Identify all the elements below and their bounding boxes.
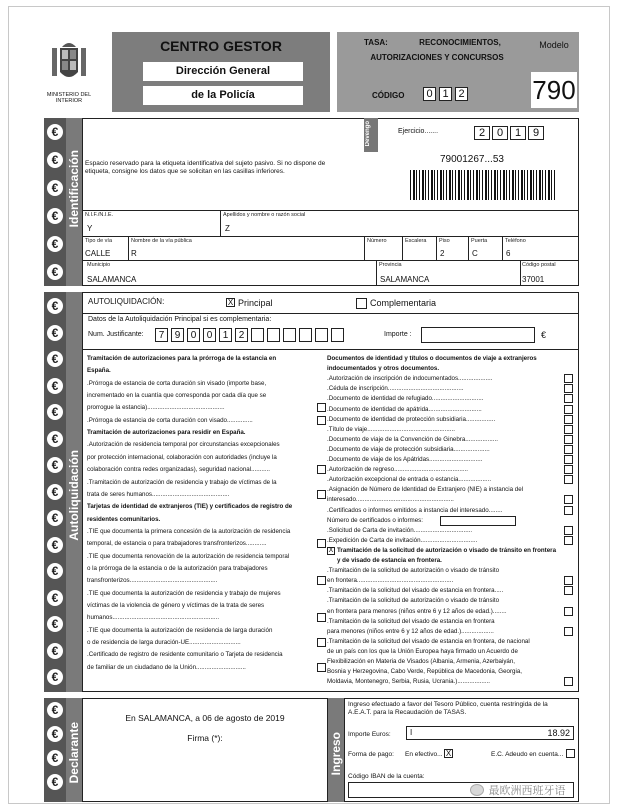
codigo-label: CÓDIGO [372,91,405,100]
efectivo-checkbox[interactable]: X [445,749,452,758]
id-row-2-divider [468,236,469,260]
euro-icon: € [47,563,63,579]
principal-checkbox[interactable]: X [227,298,234,307]
right-item-checkbox[interactable] [564,374,573,383]
id-row-2-divider [128,236,129,260]
ejercicio-digit-2: 0 [492,126,508,140]
ingreso-notice-1: Ingreso efectuado a favor del Tesoro Público, cuenta restringida de la [348,701,548,708]
euro-icon: € [47,325,63,341]
escalera-label: Escalera [405,238,427,244]
apellidos-value[interactable]: Z [225,224,230,233]
euro-icon: € [47,431,63,447]
nif-value[interactable]: Y [87,224,93,233]
left-item-checkbox[interactable] [317,663,326,672]
num-justificante-digit[interactable]: 9 [171,328,184,342]
num-justificante-digit[interactable] [315,328,328,342]
left-item-text: .TIE que documenta la autorización de residencia y trabajo de mujeres [87,589,281,597]
direccion-general-text: Dirección General [175,65,271,77]
num-justificante-digit[interactable]: 2 [235,328,248,342]
barcode [410,170,556,200]
left-item-text: colaboración contra redes organizadas), seguridad nacional........... [87,466,270,474]
right-item-text: .Tramitación de la solicitud de autorización o visado de tránsito [327,567,500,575]
importe-euros-label: Importe Euros: [348,731,391,738]
num-justificante-digit[interactable]: 1 [219,328,232,342]
codigo-digit-3: 2 [455,87,468,101]
right-item-checkbox[interactable] [564,627,573,636]
left-item-checkbox[interactable] [317,539,326,548]
ministry-name: MINISTERIO DEL INTERIOR [46,92,92,104]
left-item-text: trata de seres humanos............................................. [87,490,230,498]
ministry-logo [46,38,92,92]
right-item-text: .Documento de viaje de protección subsidiaria..................... [327,445,490,453]
left-item-text: España. [87,367,111,375]
right-item-text: .Tramitación de la solicitud del visado de estancia en frontera [327,617,495,625]
identificacion-label: Identificación [67,150,81,228]
forma-pago-label: Forma de pago: [348,751,394,758]
num-certificados-input[interactable] [440,516,516,526]
codigo-digit-1: 0 [423,87,436,101]
right-item-text: .Autorización de regreso........................................... [327,466,468,474]
right-item-text: .Documento de identidad de apátrida............................... [327,405,482,413]
right-item-text: en frontera........................................................ [327,577,454,585]
right-item-checkbox[interactable] [564,526,573,535]
right-item-checkbox[interactable] [564,536,573,545]
euro-icon: € [47,616,63,632]
right-item-checkbox[interactable] [564,576,573,585]
right-item-checkbox[interactable] [564,415,573,424]
left-item-text: humanos.............................................................. [87,614,220,622]
right-item-text: en frontera para menores (niños entre 6 y 12 años de edad.)........ [327,607,507,615]
identificacion-notice: Espacio reservado para la etiqueta identificativa del sujeto pasivo. Si no dispone de etiqueta, consigne los datos que se solicitan en las casillas inferiores. [85,160,326,175]
ingreso-label: Ingreso [329,732,343,776]
euro-icon: € [47,702,63,718]
euro-icon: € [47,510,63,526]
left-item-text: Tramitación de autorizaciones para residir en España. [87,429,246,437]
puerta-value[interactable]: C [472,249,478,258]
right-item-text: .Cédula de inscripción............................................ [327,385,464,393]
euro-icon: € [47,152,63,168]
right-item-text: .Tramitación de la solicitud de autorización o visado de tránsito [327,597,500,605]
place-date: En SALAMANCA, a 06 de agosto de 2019 [125,713,285,723]
complementaria-label: Complementaria [370,298,437,308]
ingreso-notice-2: A.E.A.T. para la Recaudación de TASAS. [348,709,467,716]
left-item-text: prorrogue la estancia)............................................. [87,404,225,412]
devengo-label: Devengo [365,121,371,147]
importe-input[interactable] [421,327,535,343]
euro-icon: € [47,484,63,500]
tasa-desc-1: RECONOCIMIENTOS, [419,38,501,47]
left-item-checkbox[interactable] [317,403,326,412]
ejercicio-digit-3: 1 [510,126,526,140]
left-item-text: residentes comunitarios. [87,515,161,523]
importe-label: Importe : [384,331,412,338]
euro-icon: € [47,669,63,685]
right-item-checkbox[interactable] [564,475,573,484]
cp-value[interactable]: 37001 [522,275,545,284]
right-item-text: .Autorización de inscripción de indocumentados.................... [327,375,493,383]
piso-label: Piso [439,238,450,244]
nif-label: N.I.F./N.I.E. [85,212,114,218]
left-item-text: transfronterizos................................................... [87,577,218,585]
datos-principal-label: Datos de la Autoliquidación Principal si es complementaria: [88,316,272,323]
euro-icon: € [47,590,63,606]
right-item-text: Bosnia y Herzegovina, Cabo Verde, República de Macedonia, Georgia, [327,668,523,676]
right-item-checkbox[interactable] [564,465,573,474]
telefono-label: Teléfono [505,238,526,244]
left-item-text: o la prórroga de la estancia o de la autorización para trabajadores [87,564,268,572]
coat-of-arms-icon [46,38,92,92]
euro-icon: € [47,726,63,742]
tipo-via-label: Tipo de vía [85,238,113,244]
datos-principal-divider [82,313,579,314]
firma-label: Firma (*): [187,733,223,743]
id-row-1-divider [220,210,221,236]
num-justificante-digit[interactable] [283,328,296,342]
wechat-icon [470,784,484,796]
left-item-text: .Tramitación de autorización de residencia y trabajo de víctimas de la [87,478,277,486]
complementaria-checkbox[interactable] [356,298,367,309]
nombre-via-label: Nombre de la vía pública [131,238,192,244]
iban-label: Código IBAN de la cuenta: [348,773,425,780]
right-item-text: .Solicitud de Carta de invitación.................................. [327,526,473,534]
tasa-desc-2: AUTORIZACIONES Y CONCURSOS [370,53,504,62]
euro-icon: € [47,404,63,420]
adeudo-label: E.C. Adeudo en cuenta... [491,751,564,758]
codigo-digit-2: 1 [439,87,452,101]
left-item-text: .Prórroga de estancia de corta duración con visado............... [87,416,253,424]
left-item-text: Tarjetas de identidad de extranjeros (TIE) y certificados de registro de [87,503,293,511]
apellidos-label: Apellidos y nombre o razón social [223,212,306,218]
right-item-text: .Documento de viaje de los Apátridas............................... [327,456,483,463]
autoliquidacion-title: AUTOLIQUIDACIÓN: [88,297,165,306]
num-justificante-digit[interactable] [331,328,344,342]
adeudo-checkbox[interactable] [566,749,575,758]
numero-label: Número [367,238,387,244]
euro-icon: € [47,378,63,394]
watermark-text: 最欧洲西班牙语 [488,784,566,797]
right-item-text: Documentos de identidad y títulos o documentos de viaje a extranjeros [327,355,537,362]
right-item-checkbox[interactable] [564,425,573,434]
num-justificante-digit[interactable]: 0 [187,328,200,342]
puerta-label: Puerta [471,238,488,244]
importe-euro-sign: € [541,330,547,340]
autoliquidacion-label: Autoliquidación [67,450,81,541]
euro-icon: € [47,351,63,367]
right-item-text: Flexibilización en Materia de Visados (Albania, Armenia, Azerbaiyán, [327,658,516,665]
num-justificante-digit[interactable] [267,328,280,342]
euro-icon: € [47,236,63,252]
left-item-text: .TIE que documenta renovación de la autorización de residencia temporal [87,552,290,560]
id-row-3-divider [376,260,377,286]
right-item-text: .Tramitación de la solicitud del visado de estancia en frontera..... [327,587,504,595]
principal-label: Principal [238,298,273,308]
left-item-text: por protección internacional, colaboración con autoridades (incluye la [87,453,277,461]
right-item-text: Número de certificados o informes: [327,516,423,524]
euro-icon: € [47,208,63,224]
right-item-text: y de visado de estancia en frontera. [337,557,442,564]
right-item-checkbox[interactable] [564,394,573,403]
importe-prefix: I [410,728,413,737]
num-justificante-digit[interactable]: 0 [203,328,216,342]
importe-value: 18.92 [547,728,570,738]
right-item-text: Tramitación de la solicitud de autorización o visado de tránsito en frontera [337,546,557,554]
nombre-via-value[interactable]: R [131,249,137,258]
id-row-1 [82,210,579,236]
euro-icon: € [47,643,63,659]
centro-gestor-title: CENTRO GESTOR [160,38,282,54]
left-item-text: .TIE que documenta la autorización de residencia de larga duración [87,626,273,634]
right-item-text: indocumentados y otros documentos. [327,365,440,373]
euro-icon: € [47,264,63,280]
transit-checkbox[interactable]: X [328,546,334,554]
num-justificante-label: Num. Justificante: [88,331,144,338]
left-item-text: Tramitación de autorizaciones para la prórroga de la estancia en [87,355,277,362]
provincia-value[interactable]: SALAMANCA [380,275,430,284]
efectivo-label: En efectivo... [405,751,443,758]
euro-icon: € [47,180,63,196]
right-item-checkbox[interactable] [564,435,573,444]
right-item-checkbox[interactable] [564,445,573,454]
right-item-text: para menores (niños entre 6 y 12 años de edad.)................... [327,627,494,635]
euro-icon: € [47,124,63,140]
euro-icon: € [47,457,63,473]
left-item-text: .Certificado de registro de residente comunitario o Tarjeta de residencia [87,651,283,659]
left-item-checkbox[interactable] [317,638,326,647]
right-item-checkbox[interactable] [564,495,573,504]
right-item-text: .Documento de identidad de refugiado.............................. [327,395,484,403]
right-item-checkbox[interactable] [564,455,573,464]
left-item-checkbox[interactable] [317,613,326,622]
right-item-text: .Certificados o informes emitidos a instancia del interesado........ [327,506,503,514]
right-item-checkbox[interactable] [564,384,573,393]
modelo-label: Modelo [539,40,569,50]
id-row-2-divider [502,236,503,260]
left-item-text: incrementado en la cuantía que corresponda por cada día que se [87,392,267,400]
piso-value[interactable]: 2 [440,249,445,258]
left-item-checkbox[interactable] [317,490,326,499]
declarante-label: Declarante [67,722,81,784]
num-justificante-digit[interactable]: 7 [155,328,168,342]
left-item-checkbox[interactable] [317,416,326,425]
watermark [470,781,565,799]
identificacion-euro-column [44,118,66,286]
right-item-checkbox[interactable] [564,586,573,595]
euro-icon: € [47,750,63,766]
num-justificante-digit[interactable] [299,328,312,342]
right-item-text: .Asignación de Número de Identidad de Extranjero (NIE) a instancia del [327,486,524,494]
right-item-checkbox[interactable] [564,405,573,414]
tipo-via-value[interactable]: CALLE [85,249,111,258]
id-row-2-divider [364,236,365,260]
municipio-label: Municipio [87,262,111,268]
left-item-text: de familiar de un ciudadano de la Unión............................. [87,663,246,671]
provincia-label: Provincia [379,262,402,268]
cp-label: Código postal [522,262,556,268]
euro-icon: € [47,774,63,790]
ejercicio-digit-1: 2 [474,126,490,140]
right-item-checkbox[interactable] [564,677,573,686]
municipio-value[interactable]: SALAMANCA [87,275,137,284]
tasa-label: TASA: [364,38,388,47]
right-item-text: de un país con los que la Unión Europea haya firmado un Acuerdo de [327,647,518,655]
id-row-3 [82,260,579,286]
right-item-text: .Documento de identidad de protección subsidiaria................. [327,415,496,423]
right-item-text: .Título de viaje................................................... [327,425,455,433]
id-row-3-divider [520,260,521,286]
left-item-text: o de residencia de larga duración-UE.............................. [87,639,241,647]
euro-icon: € [47,298,63,314]
right-item-checkbox[interactable] [564,607,573,616]
telefono-value[interactable]: 6 [506,249,511,258]
right-item-text: .Expedición de Carta de invitación................................. [327,536,478,544]
id-row-2-divider [436,236,437,260]
id-row-2-divider [402,236,403,260]
right-item-checkbox[interactable] [564,506,573,515]
left-item-text: .Autorización de residencia temporal por circunstancias excepcionales [87,441,280,449]
ejercicio-label: Ejercicio....... [398,128,439,135]
left-item-text: víctimas de la violencia de género y víctimas de la trata de seres [87,602,265,609]
left-item-checkbox[interactable] [317,576,326,585]
autoliquidacion-items-divider [82,349,579,350]
left-item-checkbox[interactable] [317,465,326,474]
right-item-text: interesado......................................................... [327,496,454,504]
barcode-number: 79001267...53 [440,154,504,165]
left-item-text: .TIE que documenta la primera concesión de la autorización de residencia [87,527,291,535]
right-item-text: .Tramitación de la solicitud del visado de estancia en frontera, de nacional [327,637,530,645]
euro-icon: € [47,537,63,553]
right-item-text: .Documento de viaje de la Convención de Ginebra................... [327,435,498,443]
right-item-text: .Autorización excepcional de entrada o estancia................... [327,476,492,484]
left-item-text: temporal, de estancia o para trabajadores transfronterizos............ [87,540,267,548]
ejercicio-digit-4: 9 [528,126,544,140]
num-justificante-digit[interactable] [251,328,264,342]
left-item-text: .Prórroga de estancia de corta duración sin visado (importe base, [87,379,267,387]
policia-text: de la Policía [191,89,255,101]
modelo-number: 790 [532,75,576,105]
right-item-text: Moldavia, Montenegro, Serbia, Rusia, Ucrania.)................... [327,678,491,686]
